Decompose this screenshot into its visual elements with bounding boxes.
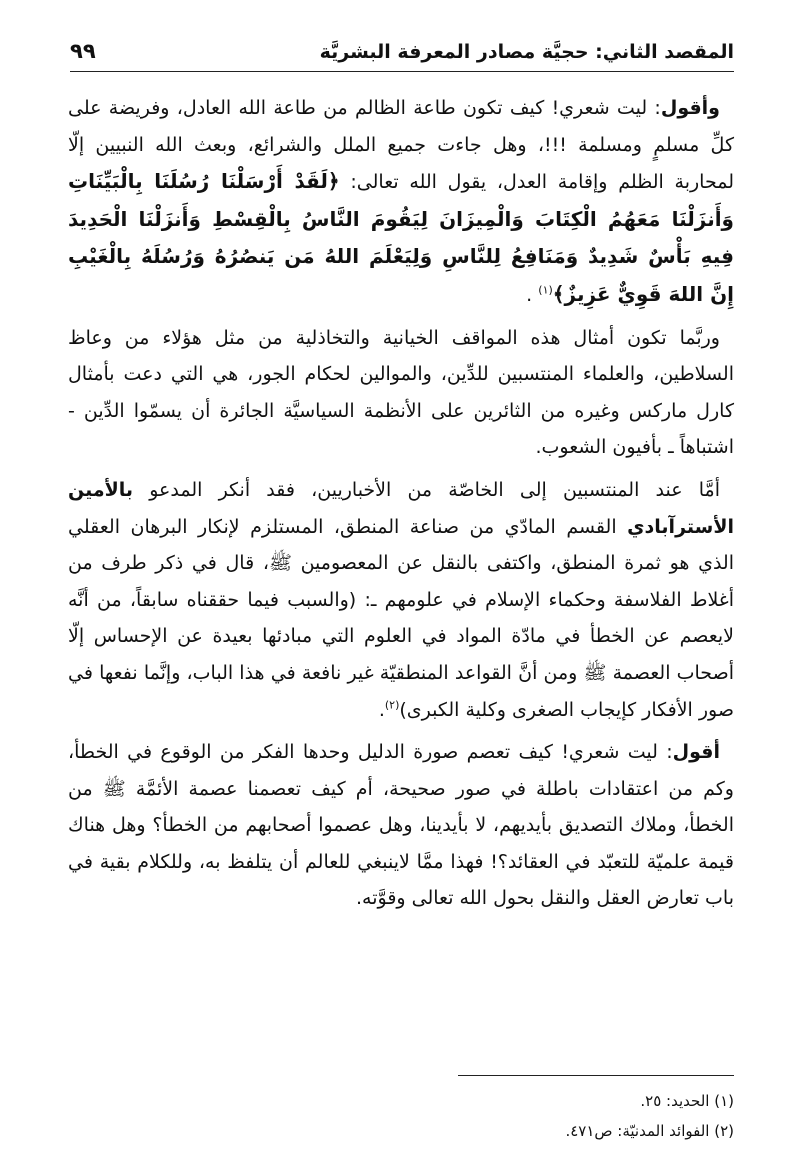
main-text [68,90,734,923]
footnotes [68,1086,734,1146]
running-title: المقصد الثاني: حجيَّة مصادر المعرفة البشريَّة [319,41,734,63]
paragraph-tail: . [526,283,539,306]
paragraph-text: : ليت شعري! كيف تكون طاعة الظالم من طاعة الله العادل، وفريضة على كلِّ مسلمٍ ومسلمة !!!، وهل جاءت جميع الملل والشرائع، وبعث الله النبيين إلّا لمحاربة الظلم وإقامة العدل، يقول الله تعالى: [68,97,734,194]
paragraph-text: : ليت شعري! كيف تعصم صورة الدليل وحدها الفكر من الوقوع في الخطأ، وكم من اعتقادات باطلة في صور صحيحة، أم كيف تعصمنا عصمة الأئمَّة ﷺ من الخطأ، وملاك التصديق بأيديهم، لا بأيدينا، وهل عصموا أصحابهم من الخطأ؟ وهل هناك قيمة علميّة للتعبّد في العقائد؟! فهذا ممَّا لاينبغي للعالم أن يتلفظ به، وللكلام بقية في باب تعارض العقل والنقل بحول الله تعالى وقوَّته. [68,741,734,910]
paragraph-text: أمَّا عند المنتسبين إلى الخاصّة من الأخباريين، فقد أنكر المدعو [133,478,720,501]
lead-word: وأقول [660,97,720,119]
paragraph-2 [68,320,734,466]
footnote-1: (١) الحديد: ٢٥. [640,1092,734,1110]
footnote-ref: (١) [538,283,553,297]
paragraph-1 [68,90,734,314]
footnote-ref: (٢) [384,698,400,712]
paragraph-3 [68,472,734,728]
bold-name: بالأمين الأسترآبادي [68,478,734,538]
paragraph-4 [68,734,734,917]
footnote-divider [458,1075,734,1076]
quran-verse: ﴿لَقَدْ أَرْسَلْنَا رُسُلَنَا بِالْبَيِّنَاتِ وَأَنزَلْنَا مَعَهُمُ الْكِتَابَ وَالْمِيزَانَ لِيَقُومَ النَّاسُ بِالْقِسْطِ وَأَنزَلْنَا الْحَدِيدَ فِيهِ بَأْسٌ شَدِيدٌ وَمَنَافِعُ لِلنَّاسِ وَلِيَعْلَمَ اللهُ مَن يَنصُرُهُ وَرُسُلَهُ بِالْغَيْبِ إِنَّ اللهَ قَوِيٌّ عَزِيزٌ﴾ [68,169,734,306]
page-header [70,28,734,72]
paragraph-text-cont: القسم المادّي من صناعة المنطق، المستلزم لإنكار البرهان العقلي الذي هو ثمرة المنطق، واكتفى بالنقل عن المعصومين ﷺ، قال في ذكر طرف من أغلاط الفلاسفة وحكماء الإسلام في علومهم ـ: (والسبب فيما حققناه سابقاً، من أنَّه لايعصم عن الخطأ في مادّة المواد في العلوم التي مبادئها بعيدة عن الإحساس إلّا أصحاب العصمة ﷺ ومن أنَّ القواعد المنطقيّة غير نافعة في هذا الباب، وإنَّما نفعها في صور الأفكار كإيجاب الصغرى وكلية الكبرى) [68,515,734,721]
page-number: ٩٩ [70,39,96,63]
footnote-2: (٢) الفوائد المدنيّة: ص٤٧١. [565,1122,734,1140]
lead-word: أقول [672,741,720,764]
paragraph-tail: . [378,698,385,721]
paragraph-text: وربَّما تكون أمثال هذه المواقف الخيانية والتخاذلية من مثل هؤلاء من وعاظ السلاطين، والعلماء المنتسبين للدِّين، والموالين لحكام الجور، هي التي دعت بأمثال كارل ماركس وغيره من الثائرين على الأنظمة السياسيَّة الجائرة أن يسمّوا الدِّين - اشتباهاً ـ بأفيون الشعوب. [68,326,734,459]
